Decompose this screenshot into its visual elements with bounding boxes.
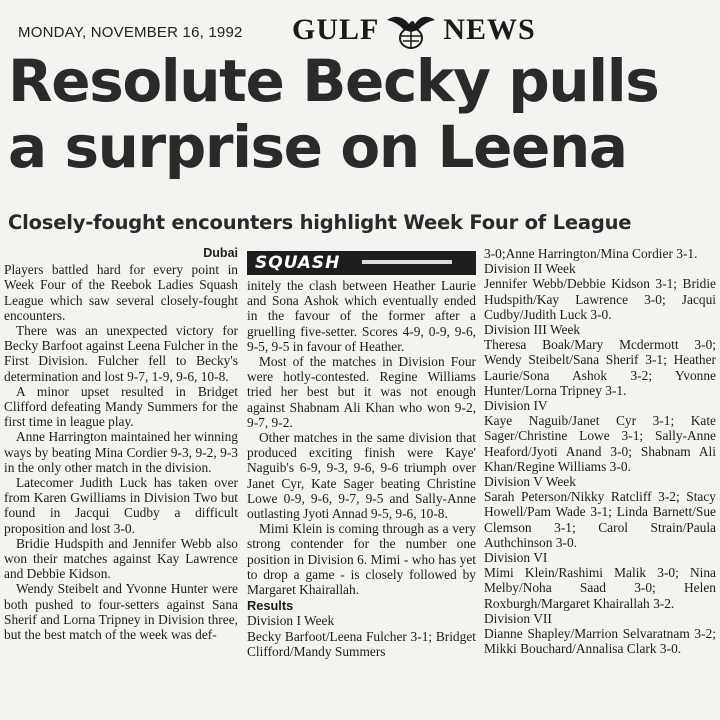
results-heading: Results xyxy=(247,598,294,614)
headline xyxy=(8,48,720,180)
results-line: 3-0;Anne Harrington/Mina Cordier 3-1. xyxy=(484,246,698,261)
results-line: Becky Barfoot/Leena Fulcher 3-1; Bridget Clifford/Mandy Summers xyxy=(247,628,476,659)
paragraph: Other matches in the same division that produced exciting finish were Kaye' Naguib's 6-9, 9-3, 9-6, 9-6 triumph over Janet Cyr, Kate Sager beating Christine Lowe 0-9, 9-6, 9-7, 9-5 and Sally-Anne outlasting Jyoti Annad 9-5, 9-6, 10-8. xyxy=(247,430,476,522)
headline-line-2: a surprise on Leena xyxy=(8,113,627,181)
paragraph: initely the clash between Heather Laurie and Sona Ashok which eventually ended in the favour of the former after a gruelling five-setter. Scores 4-9, 0-9, 9-6, 9-5, 9-5 in favour of Heather. xyxy=(247,278,476,354)
division-heading: Division IV xyxy=(484,398,548,414)
results-line: Division I Week xyxy=(247,613,335,629)
masthead-news: NEWS xyxy=(443,13,536,46)
publication-date: MONDAY, NOVEMBER 16, 1992 xyxy=(18,24,243,41)
article-column-3 xyxy=(484,246,716,656)
division-heading: Division VII xyxy=(484,610,552,626)
subheadline: Closely-fought encounters highlight Week Four of League xyxy=(8,211,632,234)
results-line: Kaye Naguib/Janet Cyr 3-1; Kate Sager/Christine Lowe 3-1; Sally-Anne Heaford/Jyoti Anand 3-0; Shabnam Ali Khan/Regine Williams 3-0. xyxy=(484,413,716,474)
paragraph: Wendy Steibelt and Yvonne Hunter were both pushed to four-setters against Sana Sherif and Lorna Tripney in Division three, but the best match of the week was def- xyxy=(4,581,238,643)
results-line: Sarah Peterson/Nikky Ratcliff 3-2; Stacy Howell/Pam Wade 3-1; Linda Barnett/Sue Clemson 3-1; Carol Strain/Paula Authchinson 3-0. xyxy=(484,489,716,550)
headline-line-1: Resolute Becky pulls xyxy=(8,47,659,115)
paragraph: Anne Harrington maintained her winning ways by beating Mina Cordier 9-3, 9-2, 9-3 in the only other match in the division. xyxy=(4,429,238,475)
eagle-globe-icon xyxy=(385,10,437,50)
article-column-1 xyxy=(4,246,238,642)
section-banner-squash: SQUASH xyxy=(247,251,476,275)
masthead xyxy=(292,8,536,52)
results-line: Jennifer Webb/Debbie Kidson 3-1; Bridie Hudspith/Kay Lawrence 3-0; Jacqui Cudby/Judith Luck 3-0. xyxy=(484,276,716,322)
division-heading: Division VI xyxy=(484,550,548,566)
paragraph: Bridie Hudspith and Jennifer Webb also won their matches against Kay Lawrence and Debbie Kidson. xyxy=(4,535,238,582)
dateline-location: Dubai xyxy=(203,246,238,260)
paragraph: Most of the matches in Division Four were hotly-contested. Regine Williams tried her best but it was not enough against Shabnam Ali Khan who won 9-2, 9-7, 9-2. xyxy=(247,354,476,430)
division-heading: Division III Week xyxy=(484,322,581,338)
paragraph: Players battled hard for every point in Week Four of the Reebok Ladies Squash League which saw several closely-fought encounters. xyxy=(4,262,238,323)
results-line: Mimi Klein/Rashimi Malik 3-0; Nina Melby/Noha Saad 3-0; Helen Roxburgh/Margaret Khairallah 3-2. xyxy=(484,565,716,611)
paragraph: There was an unexpected victory for Becky Barfoot against Leena Fulcher in the First Division. Fulcher fell to Becky's determination and lost 9-7, 1-9, 9-6, 10-8. xyxy=(4,323,238,384)
results-line: Dianne Shapley/Marrion Selvaratnam 3-2; Mikki Bouchard/Annalisa Clark 3-0. xyxy=(484,626,716,657)
masthead-gulf: GULF xyxy=(292,13,380,46)
article-column-2 xyxy=(247,251,476,659)
paragraph: Latecomer Judith Luck has taken over from Karen Gwilliams in Division Two but found in Jacqui Cudby a difficult proposition and lost 3-0. xyxy=(4,475,238,536)
division-heading: Division II Week xyxy=(484,261,576,277)
division-heading: Division V Week xyxy=(484,474,576,490)
paragraph: A minor upset resulted in Bridget Clifford defeating Mandy Summers for the first time in league play. xyxy=(4,383,238,430)
results-line: Theresa Boak/Mary Mcdermott 3-0; Wendy Steibelt/Sana Sherif 3-1; Heather Laurie/Sona Ashok 3-2; Yvonne Hunter/Lorna Tripney 3-1. xyxy=(484,337,716,398)
paragraph: Mimi Klein is coming through as a very strong contender for the number one position in Division 6. Mimi - who has yet to drop a game - is closely followed by Margaret Khairallah. xyxy=(247,521,476,598)
